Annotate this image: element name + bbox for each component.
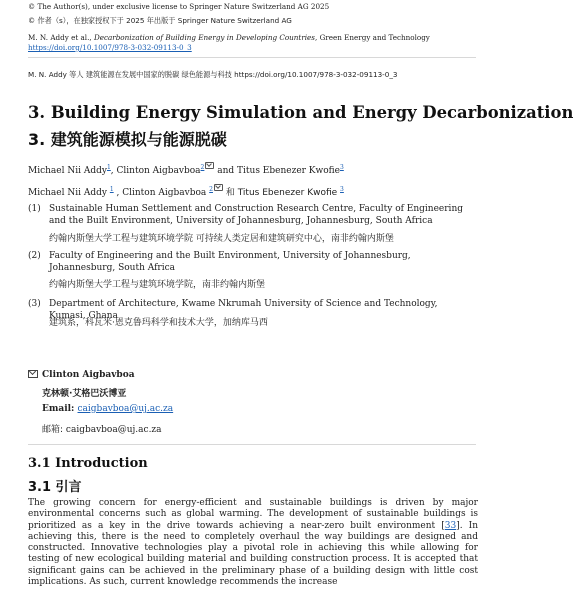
envelope-icon[interactable]: [214, 184, 223, 191]
authors-en: [28, 166, 344, 176]
author-aigbavboa-cn[interactable]: , Clinton Aigbavboa: [113, 188, 210, 198]
affiliation-2-cn: 约翰内斯堡大学工程与建筑环境学院，南非约翰内斯堡: [49, 280, 266, 290]
author-addy[interactable]: Michael Nii Addy: [28, 166, 107, 176]
section-title-en: 3.1 Introduction: [28, 456, 148, 471]
citation-cn: M. N. Addy 等人 建筑能源在发展中国家的脱碳 绿色能源与科技 https://doi.org/10.1007/978-3-032-09113-0_3: [28, 70, 398, 79]
email-label: Email:: [42, 404, 78, 414]
affil-ref-3-cn[interactable]: 3: [340, 186, 344, 193]
correspondence-name-cn: 克林顿·艾格巴沃博亚: [42, 389, 127, 399]
citation-series: , Green Energy and Technology: [315, 33, 430, 42]
author-kwofie[interactable]: and Titus Ebenezer Kwofie: [214, 166, 340, 176]
citation-ref-33[interactable]: 33: [444, 520, 457, 531]
envelope-icon: [28, 370, 38, 378]
email-text-cn: caigbavboa@uj.ac.za: [65, 425, 162, 435]
affiliation-3-cn: 建筑系，科瓦米·恩克鲁玛科学和技术大学，加纳库马西: [49, 318, 268, 328]
affil-ref-1-cn[interactable]: 1: [109, 186, 114, 193]
section-title-cn: 3.1 引言: [28, 480, 82, 495]
citation-book-title: Decarbonization of Building Energy in Developing Countries: [93, 33, 315, 42]
affiliation-3-en: Department of Architecture, Kwame Nkrumah University of Science and Technology, Kumasi, Ghana: [49, 299, 438, 321]
affiliation-1-cn: 约翰内斯堡大学工程与建筑环境学院 可持续人类定居和建筑研究中心，南非约翰内斯堡: [49, 234, 394, 244]
paragraph-text: The growing concern for energy-efficient and sustainable buildings is driven by major environmental concerns such as global warming. The development of sustainable buildings is prioritized as a key in the drive towards achieving a near-zero built environment [: [28, 498, 478, 531]
correspondence-name: Clinton Aigbavboa: [42, 370, 135, 380]
affil-ref-3[interactable]: 3: [339, 164, 344, 171]
email-label-cn: 邮箱:: [42, 425, 66, 435]
correspondence-email-cn-line: [42, 422, 162, 435]
author-kwofie-cn[interactable]: 和 Titus Ebenezer Kwofie: [222, 188, 341, 198]
copyright-cn: © 作者（s），在独家授权下于 2025 年出版于 Springer Nature Switzerland AG: [28, 16, 292, 25]
citation-authors: M. N. Addy et al.,: [28, 33, 94, 42]
chapter-title-cn: 3. 建筑能源模拟与能源脱碳: [28, 130, 227, 149]
correspondence-email-line: [42, 404, 173, 414]
envelope-icon[interactable]: [205, 162, 214, 169]
affil-ref-1[interactable]: 1: [106, 164, 111, 171]
correspondence-name-line: [28, 369, 135, 380]
chapter-title-en: 3. Building Energy Simulation and Energy Decarbonization: [28, 103, 573, 122]
affiliation-number: (1): [28, 204, 41, 214]
affiliation-2-en: Faculty of Engineering and the Built Environment, University of Johannesburg, Johannesburg, South Africa: [49, 251, 411, 273]
email-link[interactable]: caigbavboa@uj.ac.za: [77, 404, 174, 414]
affiliation-number: (2): [28, 251, 41, 261]
affiliation-number: (3): [28, 299, 41, 309]
header-divider: [28, 57, 476, 58]
citation-line: [28, 33, 430, 43]
copyright-en: © The Author(s), under exclusive license to Springer Nature Switzerland AG 2025: [28, 2, 330, 11]
paragraph-text: ]. In achieving this, there is the need to completely overhaul the way buildings are designed and constructed. Innovative technologies play a pivotal role in achieving this while allowing for testing of new ecological building material and building construction process. It is accepted that significant gains can be achieved in the preliminary phase of a building design with little cost implications. As such, current knowledge recommends the increase: [28, 520, 478, 588]
doi-link[interactable]: https://doi.org/10.1007/978-3-032-09113-0_3: [28, 43, 192, 52]
affil-ref-2-cn[interactable]: 2: [209, 186, 213, 193]
author-addy-cn[interactable]: Michael Nii Addy: [28, 188, 110, 198]
section-divider: [28, 444, 476, 445]
intro-paragraph: [28, 498, 478, 588]
authors-cn: [28, 185, 344, 198]
author-aigbavboa[interactable]: , Clinton Aigbavboa: [110, 166, 201, 176]
affil-ref-2[interactable]: 2: [200, 164, 205, 171]
affiliation-1-en: Sustainable Human Settlement and Construction Research Centre, Faculty of Engineering and the Built Environment, University of Johannesburg, Johannesburg, South Africa: [49, 204, 463, 226]
